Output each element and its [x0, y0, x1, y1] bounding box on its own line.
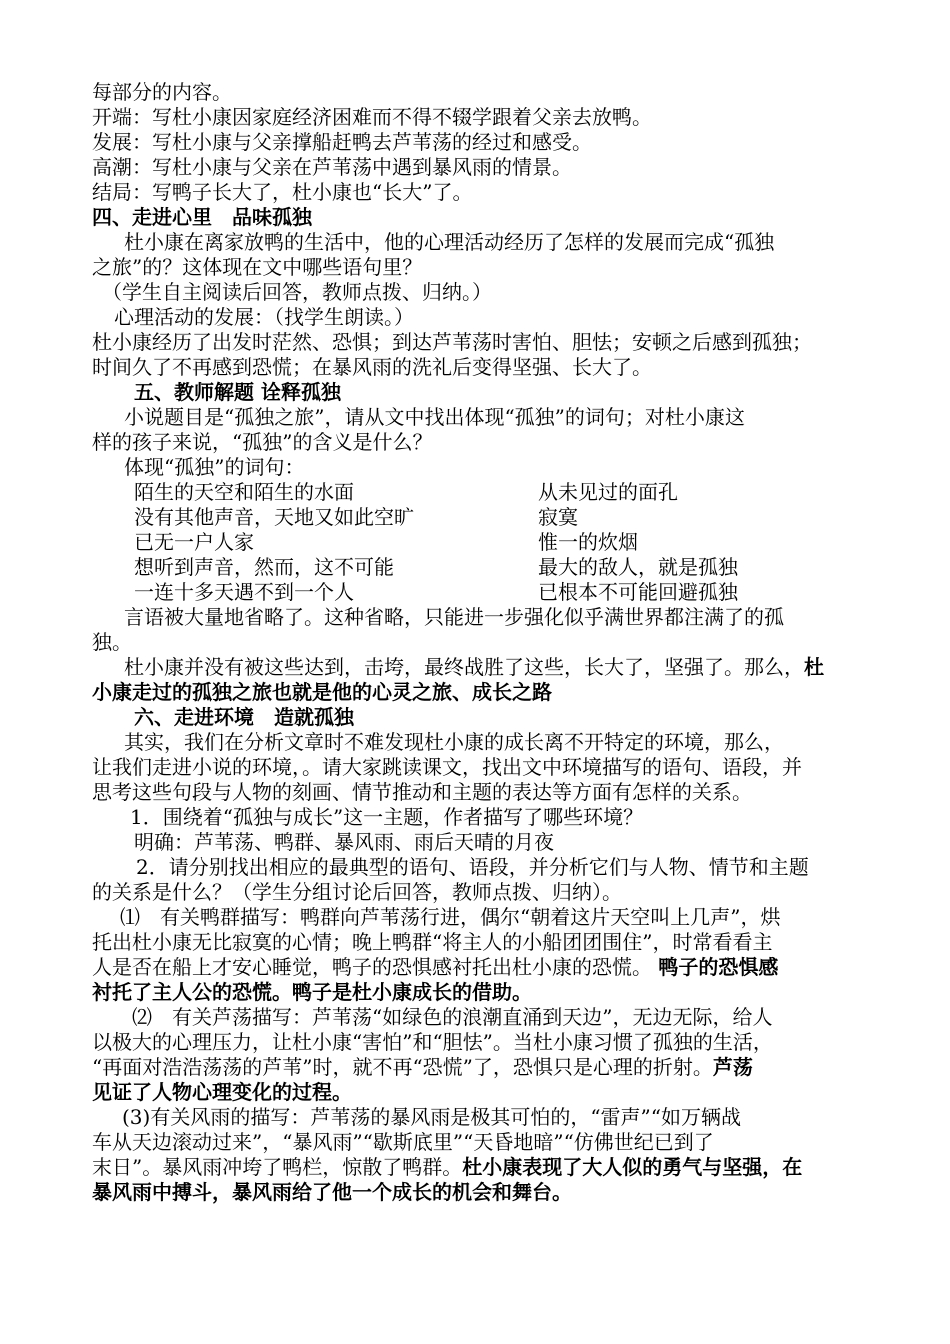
- question-2-cont: 的关系是什么？（学生分组讨论后回答，教师点拨、归纳）。: [92, 880, 622, 904]
- words-right: 已根本不可能回避孤独: [538, 580, 738, 604]
- point-reeds-cont: 以极大的心理压力，让杜小康“害怕”和“胆怯”。当杜小康习惯了孤独的生活，: [92, 1030, 773, 1054]
- section-5-words-label: 体现“孤独”的词句：: [124, 455, 305, 479]
- words-left: 想听到声音，然而，这不可能: [134, 555, 394, 579]
- words-row: [92, 580, 864, 605]
- section-4-question-cont: 之旅”的？这体现在文中哪些语句里？: [92, 255, 423, 279]
- point-storm-conclusion: 暴风雨中搏斗，暴风雨给了他一个成长的机会和舞台。: [92, 1180, 572, 1204]
- words-left: 没有其他声音，天地又如此空旷: [134, 505, 414, 529]
- words-right: 从未见过的面孔: [538, 480, 678, 504]
- words-right: 惟一的炊烟: [538, 530, 638, 554]
- text-line-opening: 开端：写杜小康因家庭经济困难而不得不辍学跟着父亲去放鸭。: [92, 105, 652, 129]
- point-reeds-conclusion: 见证了人物心理变化的过程。: [92, 1080, 352, 1104]
- section-4-dev-label: 心理活动的发展：（找学生朗读。）: [114, 305, 414, 329]
- conclusion-text: 杜小康并没有被这些达到，击垮，最终战胜了这些，长大了，坚强了。那么，: [124, 655, 804, 679]
- section-6-intro-cont: 让我们走进小说的环境，。请大家跳读课文，找出文中环境描写的语句、语段，并: [92, 755, 802, 779]
- point-storm-text: 末日”。暴风雨冲垮了鸭栏，惊散了鸭群。: [92, 1155, 463, 1179]
- point-reeds-cont: [92, 1055, 864, 1080]
- section-5-omission-cont: 独。: [92, 630, 132, 654]
- words-row: [92, 555, 864, 580]
- text-line-development: 发展：写杜小康与父亲撑船赶鸭去芦苇荡的经过和感受。: [92, 130, 592, 154]
- conclusion-bold: 杜: [804, 655, 824, 679]
- point-reeds-bold: 芦荡: [712, 1055, 753, 1079]
- section-5-omission: 言语被大量地省略了。这种省略，只能进一步强化似乎满世界都注满了的孤: [124, 605, 784, 629]
- section-6-heading: 六、走进环境 造就孤独: [134, 705, 354, 729]
- words-left: 陌生的天空和陌生的水面: [134, 480, 354, 504]
- section-4-heading: 四、走进心里 品味孤独: [92, 205, 312, 229]
- point-storm-cont: [92, 1155, 864, 1180]
- section-5-conclusion-bold: 小康走过的孤独之旅也就是他的心灵之旅、成长之路: [92, 680, 552, 704]
- words-left: 一连十多天遇不到一个人: [134, 580, 354, 604]
- words-left: 已无一户人家: [134, 530, 254, 554]
- section-5-question: 小说题目是“孤独之旅”，请从文中找出体现“孤独”的词句；对杜小康这: [124, 405, 745, 429]
- section-4-note: （学生自主阅读后回答，教师点拨、归纳。）: [102, 280, 492, 304]
- point-ducks-cont: 托出杜小康无比寂寞的心情；晚上鸭群“将主人的小船团团围住”，时常看看主: [92, 930, 773, 954]
- question-1: 1．围绕着“孤独与成长”这一主题，作者描写了哪些环境？: [130, 805, 644, 829]
- text-line: 每部分的内容。: [92, 80, 232, 104]
- point-storm-cont: 车从天边滚动过来”，“暴风雨”“歇斯底里”“天昏地暗”“仿佛世纪已到了: [92, 1130, 714, 1154]
- point-ducks-bold: 鸭子的恐惧感: [658, 955, 779, 979]
- words-row: [92, 480, 864, 505]
- point-ducks: ⑴ 有关鸭群描写：鸭群向芦苇荡行进，偶尔“朝着这片天空叫上几声”，烘: [120, 905, 781, 929]
- section-6-intro-cont: 思考这些句段与人物的刻画、情节推动和主题的表达等方面有怎样的关系。: [92, 780, 752, 804]
- question-2: 2．请分别找出相应的最典型的语句、语段，并分析它们与人物、情节和主题: [136, 855, 809, 879]
- section-4-answer-cont: 时间久了不再感到恐慌；在暴风雨的洗礼后变得坚强、长大了。: [92, 355, 652, 379]
- point-storm: (3)有关风雨的描写：芦苇荡的暴风雨是极其可怕的，“雷声”“如万辆战: [122, 1105, 742, 1129]
- words-row: [92, 505, 864, 530]
- point-ducks-text: 人是否在船上才安心睡觉，鸭子的恐惧感衬托出杜小康的恐慌。: [92, 955, 659, 979]
- point-ducks-cont: [92, 955, 864, 980]
- section-4-question: 杜小康在离家放鸭的生活中，他的心理活动经历了怎样的发展而完成“孤独: [124, 230, 775, 254]
- words-right: 最大的敌人，就是孤独: [538, 555, 738, 579]
- words-right: 寂寞: [538, 505, 578, 529]
- section-5-heading: 五、教师解题 诠释孤独: [134, 380, 341, 404]
- section-5-conclusion: [92, 655, 864, 680]
- section-6-intro: 其实，我们在分析文章时不难发现杜小康的成长离不开特定的环境，那么，: [124, 730, 784, 754]
- point-reeds: ⑵ 有关芦荡描写：芦苇荡“如绿色的浪潮直涌到天边”，无边无际，给人: [132, 1005, 773, 1029]
- answer-1: 明确：芦苇荡、鸭群、暴风雨、雨后天晴的月夜: [134, 830, 554, 854]
- text-line-climax: 高潮：写杜小康与父亲在芦苇荡中遇到暴风雨的情景。: [92, 155, 572, 179]
- words-row: [92, 530, 864, 555]
- text-line-ending: 结局：写鸭子长大了，杜小康也“长大”了。: [92, 180, 473, 204]
- point-storm-bold: 杜小康表现了大人似的勇气与坚强，在: [462, 1155, 803, 1179]
- point-reeds-text: “再面对浩浩荡荡的芦苇”时，就不再“恐慌”了，恐惧只是心理的折射。: [92, 1055, 713, 1079]
- section-4-answer: 杜小康经历了出发时茫然、恐惧；到达芦苇荡时害怕、胆怯；安顿之后感到孤独；: [92, 330, 812, 354]
- section-5-question-cont: 样的孩子来说，“孤独”的含义是什么？: [92, 430, 433, 454]
- point-ducks-conclusion: 衬托了主人公的恐慌。鸭子是杜小康成长的借助。: [92, 980, 532, 1004]
